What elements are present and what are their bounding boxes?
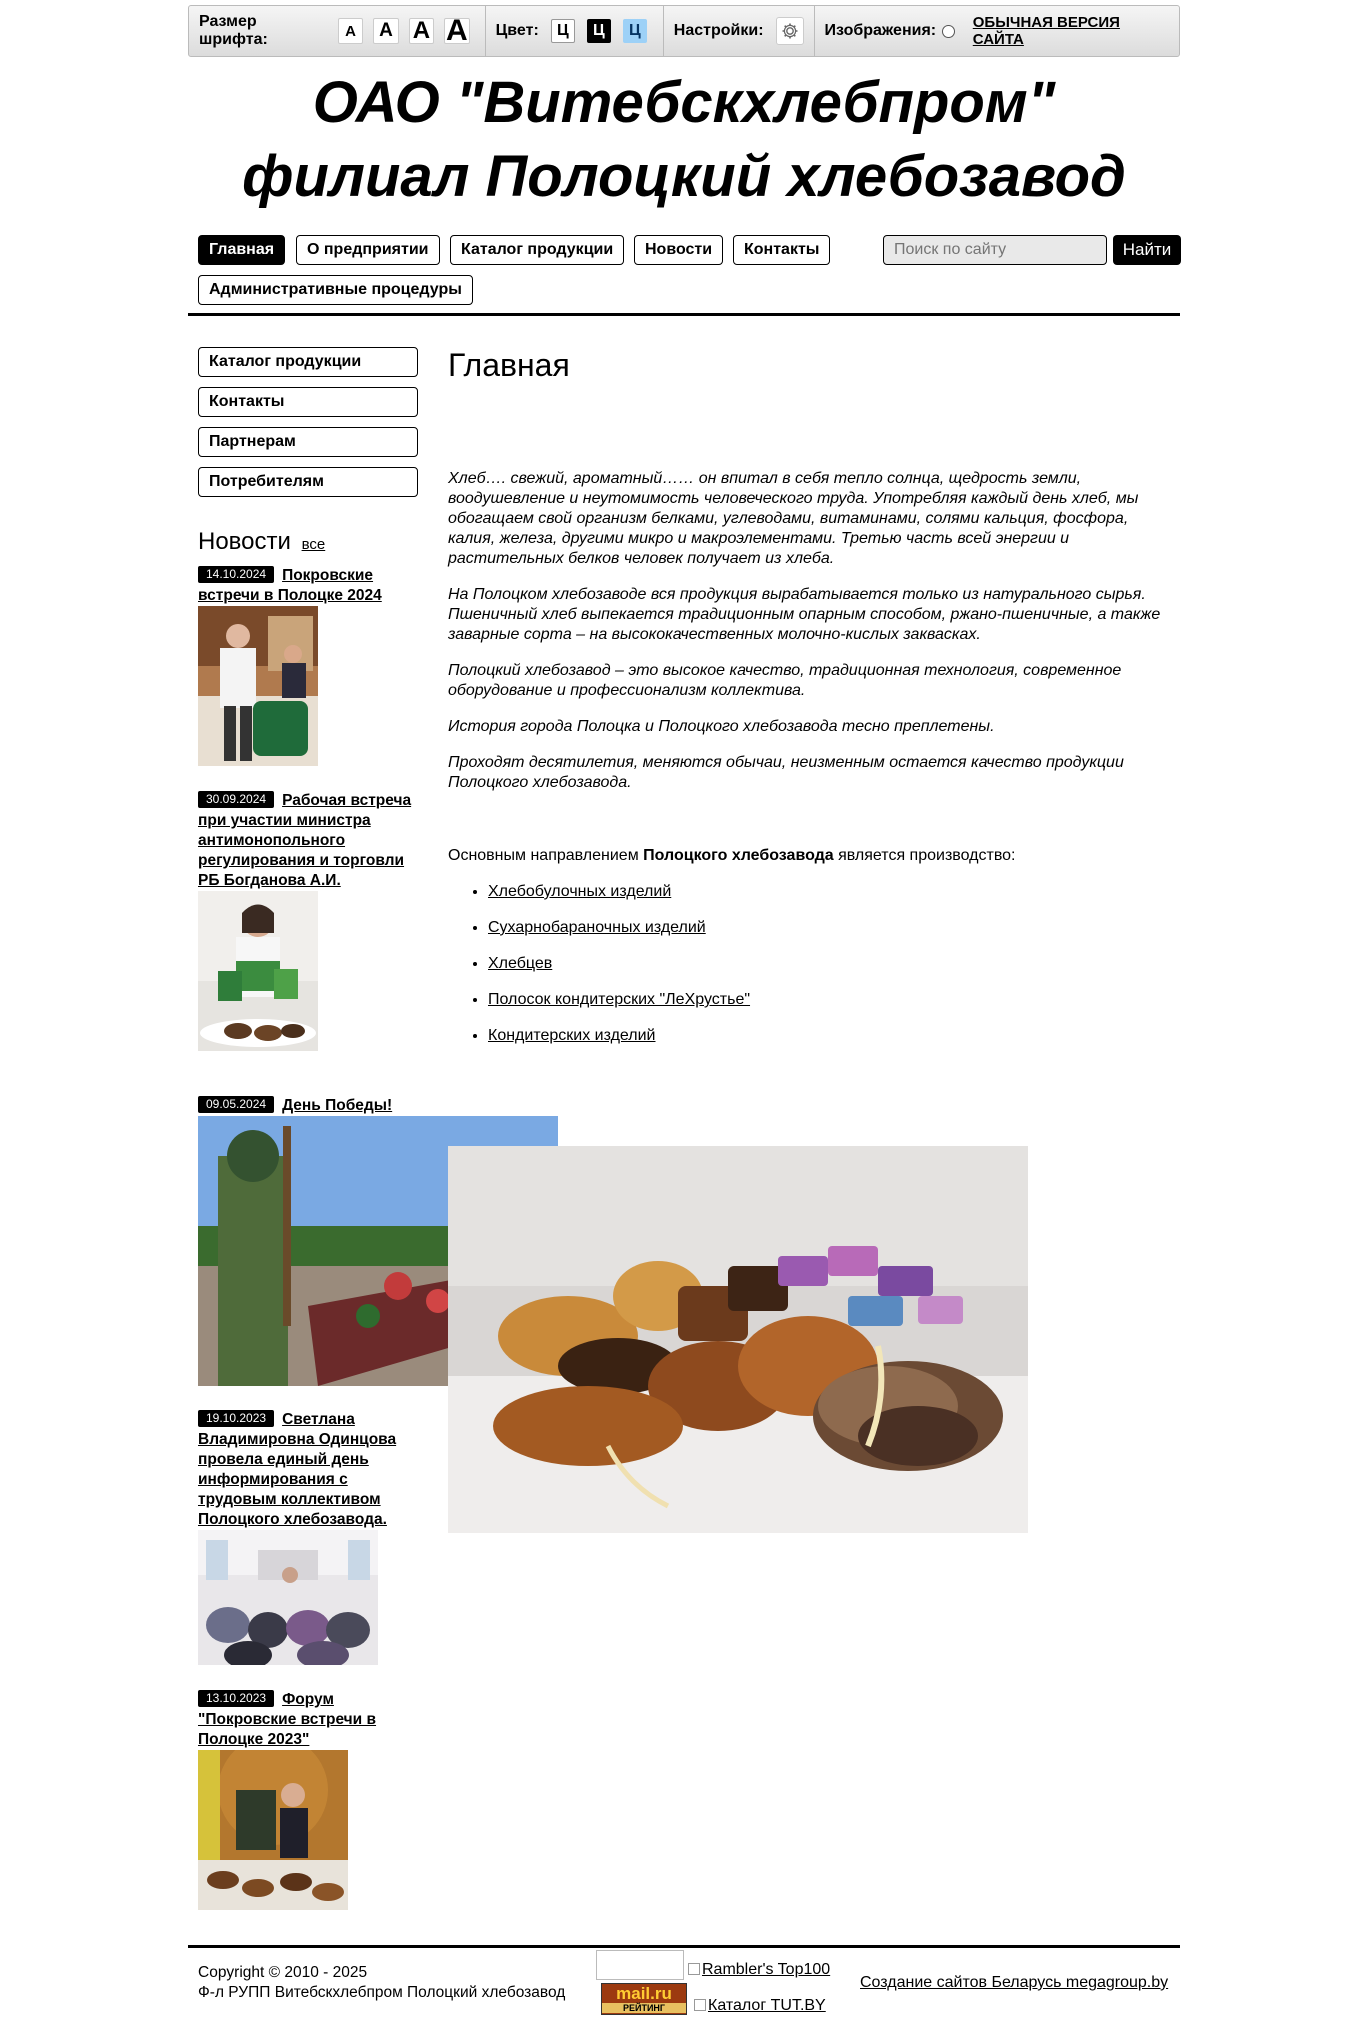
- direction-link[interactable]: Хлебобулочных изделий: [488, 883, 672, 900]
- news-date: 19.10.2023: [198, 1410, 274, 1427]
- sidebar-item-partners[interactable]: Партнерам: [198, 427, 418, 457]
- footer-divider: [188, 1945, 1180, 1948]
- news-date: 13.10.2023: [198, 1690, 274, 1707]
- settings-label: Настройки:: [673, 22, 764, 39]
- nav-item-about[interactable]: О предприятии: [296, 235, 440, 265]
- news-title-block: [198, 1096, 598, 1116]
- intro-text: [448, 469, 1168, 809]
- news-image[interactable]: [198, 891, 318, 1051]
- directions-list: [488, 882, 750, 1062]
- accessibility-toolbar: [188, 5, 1180, 57]
- settings-section: [664, 6, 815, 56]
- sidebar-item-consumers[interactable]: Потребителям: [198, 467, 418, 497]
- news-heading: [198, 528, 325, 556]
- news-title-link[interactable]: Рабочая встреча при участии министра антимонопольного регулирования и торговли РБ Богданова А.И.: [198, 792, 412, 889]
- news-title-link[interactable]: Форум "Покровские встречи в Полоцке 2023": [198, 1691, 377, 1748]
- list-item: [488, 882, 750, 902]
- news-title-link[interactable]: Покровские встречи в Полоцке 2024: [198, 567, 382, 604]
- news-item: [198, 566, 418, 766]
- list-item: [488, 1026, 750, 1046]
- mailru-rating-badge[interactable]: [601, 1983, 687, 2015]
- directions-prefix: Основным направлением: [448, 847, 644, 864]
- news-image[interactable]: [198, 606, 318, 766]
- color-blue-button[interactable]: Ц: [623, 19, 647, 43]
- news-date: 14.10.2024: [198, 566, 274, 583]
- images-toggle-radio[interactable]: [942, 25, 955, 38]
- news-date: 09.05.2024: [198, 1096, 274, 1113]
- news-item: [198, 791, 418, 1051]
- font-size-xlarge-button[interactable]: A: [446, 14, 468, 47]
- font-size-small-button[interactable]: A: [338, 18, 363, 44]
- news-image[interactable]: [198, 1750, 348, 1910]
- news-image[interactable]: [198, 1530, 378, 1665]
- broken-image-icon: [694, 1999, 706, 2011]
- news-title-block: [198, 1410, 418, 1530]
- color-label: Цвет:: [495, 22, 539, 39]
- tutby-link[interactable]: Каталог TUT.BY: [708, 1997, 826, 2014]
- intro-paragraph: История города Полоцка и Полоцкого хлебозавода тесно преплетены.: [448, 718, 995, 735]
- color-black-button[interactable]: Ц: [587, 19, 611, 43]
- news-item: [198, 1690, 418, 1910]
- company-name: Ф-л РУПП Витебскхлебпром Полоцкий хлебозавод: [198, 1984, 566, 2001]
- tutby-counter[interactable]: [694, 1997, 826, 2015]
- list-item: [488, 990, 750, 1010]
- sidebar-item-contacts[interactable]: Контакты: [198, 387, 418, 417]
- intro-paragraph: Хлеб…. свежий, ароматный…… он впитал в себя тепло солнца, щедрость земли, воодушевление и неутомимость человеческого труда. Употребляя каждый день хлеб, мы обогащаем свой организм белками, углеводами, витаминами, солями кальция, фосфора, калия, железа, другими микро и макроэлементами. Третью часть всей энергии и растительных белков человек получает из хлеба.: [448, 470, 1139, 567]
- news-heading-text: Новости: [198, 528, 291, 555]
- news-title-link[interactable]: Светлана Владимировна Одинцова провела единый день информирования с трудовым коллективом Полоцкого хлебозавода.: [198, 1411, 397, 1528]
- mailru-rating-text: РЕЙТИНГ: [602, 2003, 686, 2013]
- made-by-link[interactable]: Создание сайтов Беларусь megagroup.by: [860, 1974, 1169, 1991]
- bread-photo: [448, 1146, 1028, 1533]
- intro-paragraph: Полоцкий хлебозавод – это высокое качество, традиционная технология, современное оборудование и профессионализм коллектива.: [448, 662, 1122, 699]
- list-item: [488, 918, 750, 938]
- direction-link[interactable]: Кондитерских изделий: [488, 1027, 656, 1044]
- directions-suffix: является производство:: [833, 847, 1016, 864]
- nav-item-catalog[interactable]: Каталог продукции: [450, 235, 624, 265]
- directions-company: Полоцкого хлебозавода: [643, 847, 834, 864]
- search-input[interactable]: [883, 235, 1107, 265]
- gear-icon[interactable]: [776, 17, 804, 45]
- directions-intro: [448, 846, 1168, 866]
- news-date: 30.09.2024: [198, 791, 274, 808]
- direction-link[interactable]: Сухарнобараночных изделий: [488, 919, 706, 936]
- rambler-link[interactable]: Rambler's Top100: [702, 1961, 831, 1978]
- news-title-block: [198, 566, 418, 606]
- header-divider: [188, 313, 1180, 316]
- search-button[interactable]: Найти: [1113, 235, 1181, 265]
- page-title: Главная: [448, 347, 570, 383]
- nav-item-admin-procedures[interactable]: Административные процедуры: [198, 275, 473, 305]
- site-title-line2: филиал Полоцкий хлебозавод: [242, 144, 1126, 209]
- nav-item-contacts[interactable]: Контакты: [733, 235, 830, 265]
- intro-paragraph: На Полоцком хлебозаводе вся продукция вырабатывается только из натурального сырья. Пшеничный хлеб выпекается традиционным опарным способом, ржано-пшеничные, а также заварные сорта – на высококачественных молочно-кислых заквасках.: [448, 586, 1161, 643]
- news-title-block: [198, 1690, 418, 1750]
- footer-copyright: [198, 1963, 565, 2003]
- counter-image-placeholder[interactable]: [596, 1950, 684, 1980]
- news-item: [198, 1410, 418, 1665]
- site-title-line1: ОАО "Витебскхлебпром": [312, 70, 1056, 135]
- list-item: [488, 954, 750, 974]
- nav-item-news[interactable]: Новости: [634, 235, 723, 265]
- mailru-logo-text: mail.ru: [616, 1984, 672, 2003]
- images-section: [815, 6, 1179, 56]
- font-size-section: [189, 6, 486, 56]
- color-white-button[interactable]: Ц: [551, 19, 575, 43]
- news-all-link[interactable]: все: [301, 536, 326, 553]
- direction-link[interactable]: Хлебцев: [488, 955, 553, 972]
- sidebar-item-catalog[interactable]: Каталог продукции: [198, 347, 418, 377]
- color-section: [486, 6, 664, 56]
- site-title: [188, 66, 1180, 214]
- copyright-text: Copyright © 2010 - 2025: [198, 1964, 368, 1981]
- news-title-link[interactable]: День Победы!: [282, 1097, 393, 1114]
- direction-link[interactable]: Полосок кондитерских "ЛеХрустье": [488, 991, 751, 1008]
- intro-paragraph: Проходят десятилетия, меняются обычаи, неизменным остается качество продукции Полоцкого хлебозавода.: [448, 754, 1124, 791]
- rambler-counter[interactable]: [688, 1961, 830, 1979]
- normal-version-link[interactable]: ОБЫЧНАЯ ВЕРСИЯ САЙТА: [972, 14, 1120, 48]
- broken-image-icon: [688, 1963, 700, 1975]
- font-size-large-button[interactable]: A: [409, 18, 434, 44]
- font-size-medium-button[interactable]: A: [373, 18, 398, 44]
- font-size-label: Размер шрифта:: [199, 13, 268, 48]
- images-label: Изображения:: [824, 22, 937, 39]
- nav-item-home[interactable]: Главная: [198, 235, 285, 265]
- news-title-block: [198, 791, 418, 891]
